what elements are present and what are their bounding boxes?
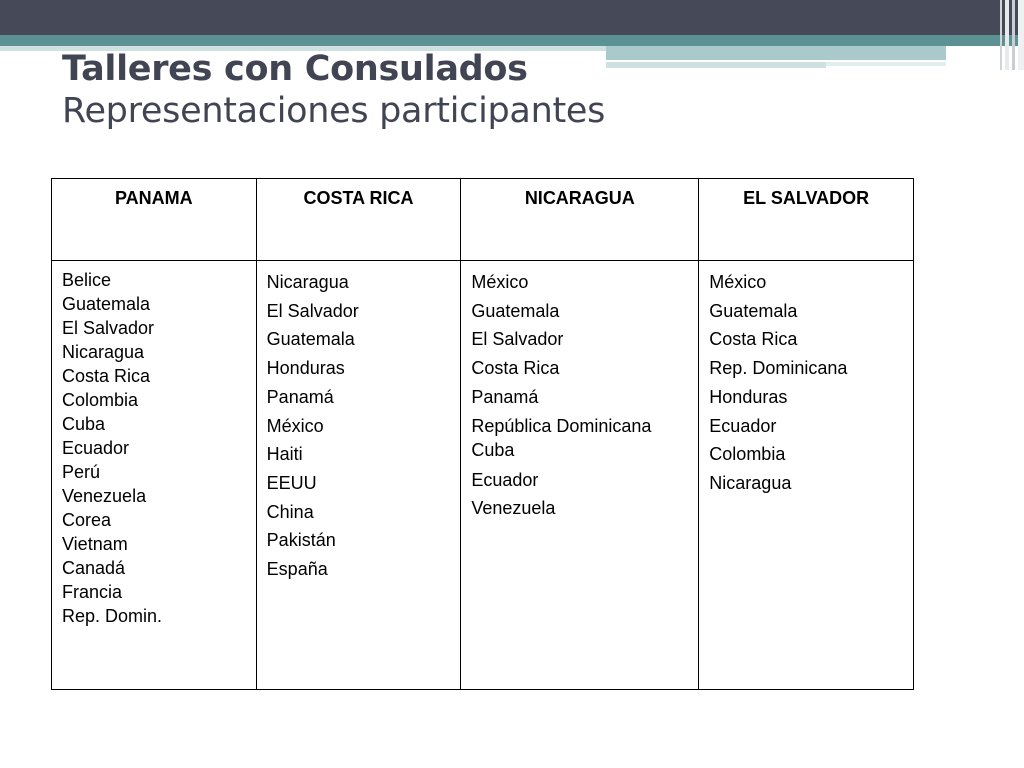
list-item: Costa Rica <box>709 329 798 350</box>
list-item: Rep. Domin. <box>62 606 163 626</box>
column-cell-nicaragua <box>461 261 699 690</box>
decorative-bars <box>990 0 1024 70</box>
slide-title-block <box>62 48 605 132</box>
country-list <box>62 268 246 628</box>
list-item: El Salvador <box>471 329 564 350</box>
list-item: Costa Rica <box>471 358 560 379</box>
table-row <box>52 261 914 690</box>
list-item: República Dominicana Cuba <box>471 415 652 460</box>
list-item: Guatemala <box>62 294 151 314</box>
participants-table <box>51 178 914 690</box>
column-cell-costa-rica <box>256 261 461 690</box>
list-item: Cuba <box>62 414 106 434</box>
list-item: Nicaragua <box>62 342 145 362</box>
list-item: Francia <box>62 582 123 602</box>
column-header-el-salvador: EL SALVADOR <box>699 179 914 261</box>
list-item: Vietnam <box>62 534 128 554</box>
list-item: Pakistán <box>266 530 336 551</box>
list-item: Canadá <box>62 558 126 578</box>
decorative-bar <box>1018 0 1024 70</box>
list-item: Venezuela <box>471 498 556 519</box>
list-item: Panamá <box>266 386 334 407</box>
list-item: Perú <box>62 462 101 482</box>
list-item: Nicaragua <box>709 472 792 493</box>
accent-line <box>606 62 826 68</box>
list-item: Ecuador <box>709 415 777 436</box>
list-item: Ecuador <box>62 438 130 458</box>
list-item: Rep. Dominicana <box>709 358 848 379</box>
list-item: Nicaragua <box>266 272 349 292</box>
list-item: Guatemala <box>266 329 355 350</box>
column-header-panama: PANAMA <box>52 179 257 261</box>
list-item: Colombia <box>62 390 139 410</box>
list-item: Honduras <box>266 358 345 379</box>
accent-band <box>0 35 1024 46</box>
list-item: Panamá <box>471 386 539 407</box>
list-item: Colombia <box>709 444 786 465</box>
decorative-bar <box>1012 0 1015 70</box>
list-item: Costa Rica <box>62 366 151 386</box>
slide-title: Talleres con Consulados <box>62 49 528 89</box>
list-item: Ecuador <box>471 469 539 490</box>
list-item: Haiti <box>266 444 303 465</box>
list-item: España <box>266 559 328 580</box>
list-item: China <box>266 501 314 522</box>
country-list <box>471 268 688 523</box>
list-item: México <box>709 272 767 292</box>
column-cell-el-salvador <box>699 261 914 690</box>
column-cell-panama <box>52 261 257 690</box>
list-item: EEUU <box>266 472 317 493</box>
list-item: México <box>266 415 324 436</box>
list-item: El Salvador <box>266 300 359 321</box>
list-item: Corea <box>62 510 112 530</box>
list-item: Guatemala <box>709 300 798 321</box>
column-header-nicaragua: NICARAGUA <box>461 179 699 261</box>
list-item: Venezuela <box>62 486 147 506</box>
table-header-row <box>52 179 914 261</box>
country-list <box>709 268 903 498</box>
column-header-costa-rica: COSTA RICA <box>256 179 461 261</box>
accent-line <box>606 46 946 60</box>
list-item: El Salvador <box>62 318 155 338</box>
list-item: Guatemala <box>471 300 560 321</box>
decorative-bar <box>1005 0 1009 70</box>
slide-subtitle: Representaciones participantes <box>62 91 606 131</box>
decorative-bar <box>1000 0 1002 70</box>
country-list <box>267 268 451 584</box>
accent-line <box>826 62 946 66</box>
list-item: México <box>471 272 529 292</box>
list-item: Honduras <box>709 386 788 407</box>
list-item: Belice <box>62 270 112 290</box>
header-band <box>0 0 1024 35</box>
